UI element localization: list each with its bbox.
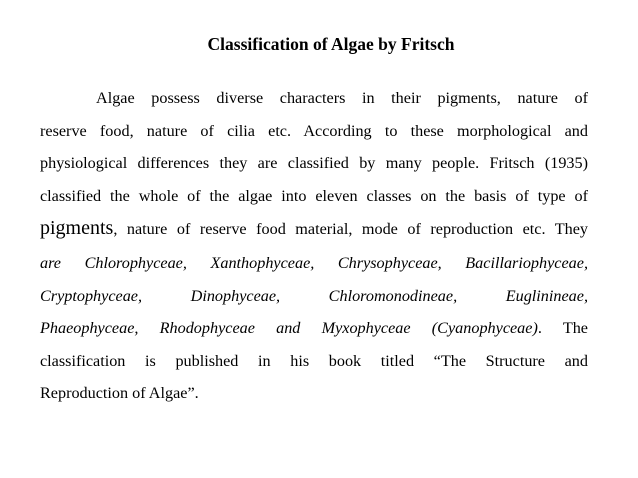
paragraph-line-1-text: Algae possess diverse characters in their pigments, nature of [96,89,588,107]
pigments-word: pigments [40,217,114,239]
slide-title: Classification of Algae by Fritsch [207,34,455,54]
paragraph-line-1 [40,88,588,108]
paragraph-line-6 [40,253,588,273]
paragraph-line-7 [40,286,588,306]
paragraph-line-5-text: , nature of reserve food material, mode of reproduction etc. They [113,220,588,238]
paragraph-line-4: classified the whole of the algae into eleven classes on the basis of type of [40,187,588,205]
paragraph-line-5 [40,218,588,239]
paragraph-line-3: physiological differences they are classified by many people. Fritsch (1935) [40,154,588,172]
paragraph-line-10: Reproduction of Algae”. [40,384,199,402]
paragraph-line-6-lead: are [40,254,61,272]
class-list-part-2: Cryptophyceae, Dinophyceae, Chloromonodineae, Euglinineae, [40,287,588,305]
class-list-part-3: Phaeophyceae, Rhodophyceae and Myxophyceae (Cyanophyceae) [40,319,538,337]
paragraph-line-9: classification is published in his book titled “The Structure and [40,352,588,370]
paragraph-line-2: reserve food, nature of cilia etc. According to these morphological and [40,122,588,140]
paragraph-line-8 [40,318,588,338]
class-list-part-1: Chlorophyceae, Xanthophyceae, Chrysophyceae, Bacillariophyceae, [84,254,588,272]
paragraph-line-8-text: . The [537,319,588,337]
